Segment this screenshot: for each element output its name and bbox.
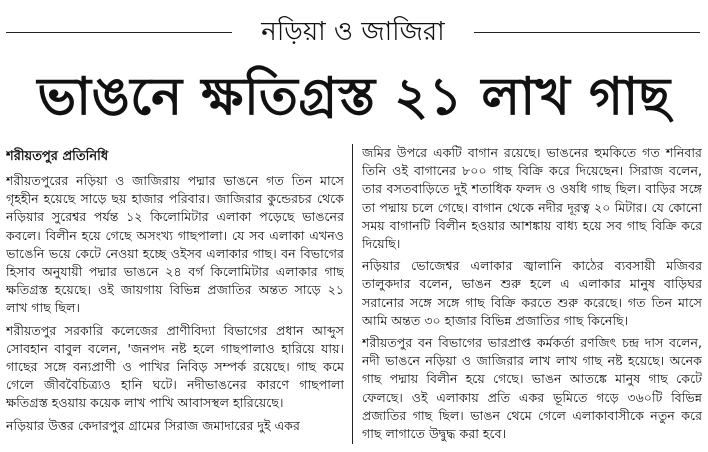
paragraph: জমির উপরে একটি বাগান রয়েছে। ভাঙনের হুমকিতে গত শনিবার তিনি ওই বাগানের ৮০০ গাছ বিক্রি করে দিয়েছেন। সিরাজ বলেন, তার বসতবাড়িতে দুই শতাধিক ফলদ ও ওষধি গাছ ছিল। বাড়ির সঙ্গে তা পদ্মায় চলে গেছে। বাগান থেকে নদীর দূরত্ব ২০ মিটার। যে কোনো সময় বাগানটি বিলীন হওয়ার আশঙ্কায় বাধ্য হয়ে সব গাছ বিক্রি করে দিয়েছি। <box>362 145 702 252</box>
byline: শরীয়তপুর প্রতিনিধি <box>6 149 109 164</box>
article-column-left <box>6 140 344 452</box>
headline: ভাঙনে ক্ষতিগ্রস্ত ২১ লাখ গাছ <box>37 67 671 127</box>
paragraph: শরীয়তপুর বন বিভাগের ভারপ্রাপ্ত কর্মকর্তা রণজিৎ চন্দ্র দাস বলেন, নদী ভাঙনে নড়িয়া ও জাজিরার লাখ লাখ গাছ নষ্ট হয়েছে। অনেক গাছ পদ্মায় বিলীন হয়ে গেছে। ভাঙন আতঙ্কে মানুষ গাছ কেটে ফেলছে। ওই এলাকায় প্রতি একর ভূমিতে গড়ে ৩৬০টি বিভিন্ন প্রজাতির গাছ ছিল। ভাঙন থেমে গেলে এলাকাবাসীকে নতুন করে গাছ লাগাতে উদ্বুদ্ধ করা হবে। <box>362 335 702 442</box>
section-title: নড়িয়া ও জাজিরা <box>261 17 445 47</box>
paragraph: নড়িয়ার ভোজেশ্বর এলাকার জ্বালানি কাঠের ব্যবসায়ী মজিবর তালুকদার বলেন, ভাঙন শুরু হলে এ এলাকার মানুষ বাড়িঘর সরানোর সঙ্গে সঙ্গে গাছ বিক্রি করতে শুরু করেছে। গত তিন মাসে আমি অন্তত ৩০ হাজার বিভিন্ন প্রজাতির গাছ কিনেছি। <box>362 258 702 328</box>
paragraph: শরীয়তপুরের নড়িয়া ও জাজিরায় পদ্মার ভাঙনে গত তিন মাসে গৃহহীন হয়েছে সাড়ে ছয় হাজার পরিবার। জাজিরার কুন্ডেরচর থেকে নড়িয়ার সুরেশ্বর পর্যন্ত ১২ কিলোমিটার এলাকা পড়েছে ভাঙনের কবলে। বিলীন হয়ে গেছে অসংখ্য গাছপালা। যে সব এলাকা এখনও ভাঙেনি ভয়ে কেটে নেওয়া হচ্ছে ওইসব এলাকার গাছ। বন বিভাগের হিসাব অনুযায়ী পদ্মার ভাঙনে ২৪ বর্গ কিলোমিটার এলাকার গাছ ক্ষতিগ্রস্ত হয়েছে। ওই জায়গায় বিভিন্ন প্রজাতির অন্তত সাড়ে ২১ লাখ গাছ ছিল। <box>6 173 344 316</box>
section-rule-right <box>474 32 700 33</box>
paragraph: নড়িয়ার উত্তর কেদারপুর গ্রামের সিরাজ জমাদারের দুই একর <box>6 417 300 433</box>
article-column-right <box>362 140 702 448</box>
section-rule-left <box>6 32 232 33</box>
section-header <box>0 10 708 54</box>
paragraph: শরীয়তপুর সরকারি কলেজের প্রাণীবিদ্যা বিভাগের প্রধান আব্দুস সোবহান বাবুল বলেন, 'জনপদ নষ্ট হলে গাছপালাও হারিয়ে যায়। গাছের সঙ্গে বন্যপ্রাণী ও পাখির নিবিড় সম্পর্ক রয়েছে। গাছ কমে গেলে জীববৈচিত্র্যও হানি ঘটে। নদীভাঙনের কারণে গাছপালা ক্ষতিগ্রস্ত হওয়ায় কয়েক লাখ পাখি আবাসস্থল হারিয়েছে। <box>6 322 344 411</box>
article-body <box>0 140 708 444</box>
column-divider <box>352 144 353 444</box>
